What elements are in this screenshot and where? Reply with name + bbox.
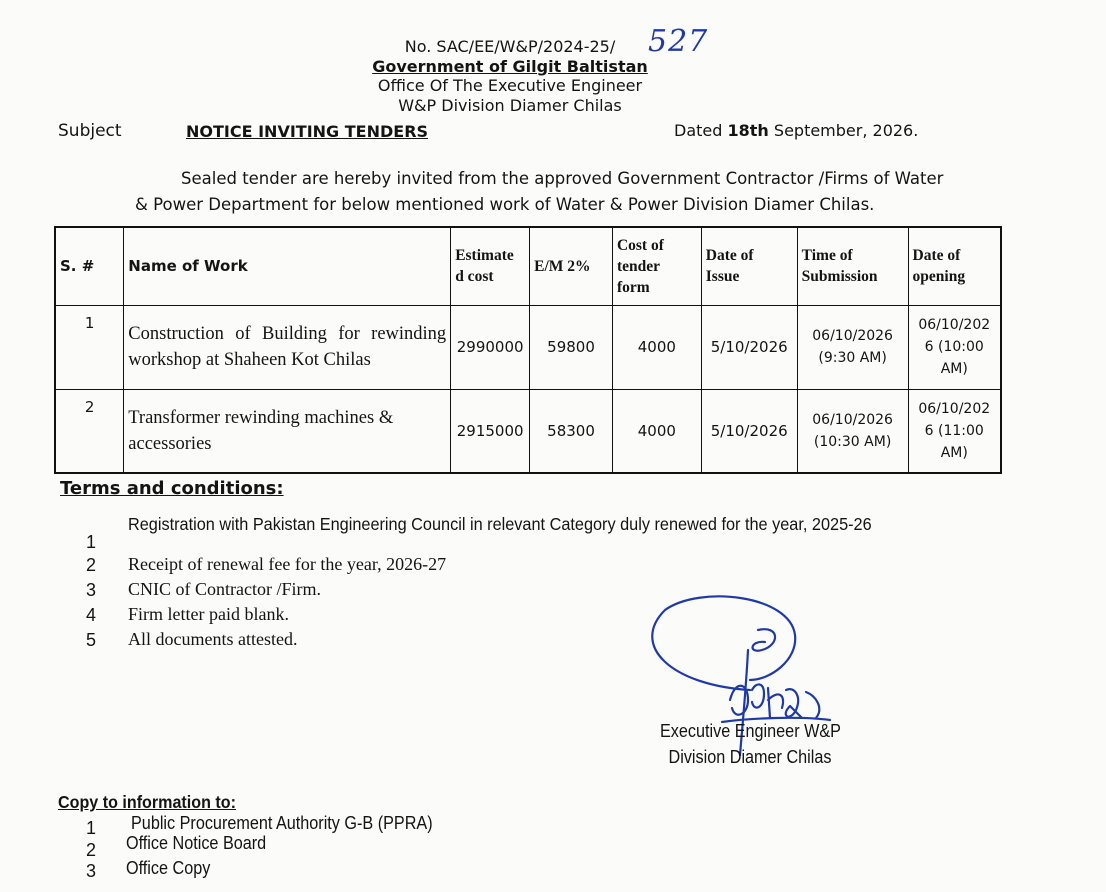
header-em-two-percent: E/M 2% bbox=[530, 227, 613, 305]
header-time-of-submission bbox=[797, 227, 908, 305]
terms-title: Terms and conditions: bbox=[60, 478, 284, 499]
header-submission-line-2: Submission bbox=[801, 268, 878, 286]
intro-line-2: & Power Department for below mentioned work of Water & Power Division Diamer Chilas. bbox=[135, 195, 875, 214]
row-date-of-opening bbox=[908, 389, 1001, 473]
header-estimated-cost bbox=[451, 227, 530, 305]
row-cost-of-tender-form: 4000 bbox=[612, 389, 701, 473]
row-em-two-percent: 58300 bbox=[530, 389, 613, 473]
row-submission-time: (10:30 AM) bbox=[813, 433, 892, 450]
subject-label: Subject bbox=[58, 121, 122, 141]
row-opening-line-1: 06/10/202 bbox=[918, 317, 991, 333]
handwritten-dispatch-number: 527 bbox=[648, 24, 709, 59]
row-name-of-work: Construction of Building for rewinding workshop at Shaheen Kot Chilas bbox=[124, 305, 451, 389]
office-name: Office Of The Executive Engineer bbox=[377, 76, 643, 95]
term-number: 2 bbox=[86, 555, 97, 575]
row-cost-of-tender-form: 4000 bbox=[612, 305, 701, 389]
row-em-two-percent: 59800 bbox=[530, 305, 613, 389]
signatory-line-2: Division Diamer Chilas bbox=[668, 747, 832, 767]
table-header-row bbox=[55, 227, 1001, 305]
tender-works-table bbox=[54, 226, 1002, 474]
header-name-of-work: Name of Work bbox=[124, 227, 451, 305]
division-name: W&P Division Diamer Chilas bbox=[398, 96, 622, 115]
row-name-of-work: Transformer rewinding machines & accessories bbox=[124, 389, 451, 473]
header-estimated-cost-line-1: Estimate bbox=[455, 247, 514, 265]
term-text: All documents attested. bbox=[128, 629, 298, 649]
term-text: Firm letter paid blank. bbox=[128, 604, 289, 624]
header-submission-line-1: Time of bbox=[801, 247, 853, 265]
header-estimated-cost-line-2: d cost bbox=[455, 268, 494, 286]
term-number: 4 bbox=[86, 605, 97, 625]
copy-number: 2 bbox=[86, 840, 97, 860]
copy-to-title: Copy to information to: bbox=[58, 792, 236, 812]
header-serial: S. # bbox=[55, 227, 124, 305]
government-name-text: Government of Gilgit Baltistan bbox=[372, 57, 648, 76]
copy-recipient: Public Procurement Authority G-B (PPRA) bbox=[131, 813, 433, 833]
table-row bbox=[55, 389, 1001, 473]
row-serial: 1 bbox=[55, 305, 124, 389]
copy-number: 1 bbox=[86, 818, 97, 838]
row-estimated-cost: 2990000 bbox=[451, 305, 530, 389]
reference-number bbox=[330, 37, 690, 57]
header-opening-line-2: opening bbox=[912, 268, 966, 286]
dated-day: 18th bbox=[727, 121, 769, 140]
row-serial: 2 bbox=[55, 389, 124, 473]
intro-line-1: Sealed tender are hereby invited from the approved Government Contractor /Firms of Water bbox=[181, 169, 944, 188]
term-number: 5 bbox=[86, 630, 97, 650]
row-time-of-submission bbox=[797, 305, 908, 389]
row-estimated-cost: 2915000 bbox=[451, 389, 530, 473]
term-number: 1 bbox=[86, 532, 97, 552]
reference-number-text: No. SAC/EE/W&P/2024-25/ bbox=[404, 37, 616, 56]
notice-title: NOTICE INVITING TENDERS bbox=[186, 122, 429, 141]
term-text: Registration with Pakistan Engineering Council in relevant Category duly renewed for the year, 2025-26 bbox=[128, 514, 872, 534]
header-cost-of-tender-form bbox=[612, 227, 701, 305]
dated-line bbox=[674, 121, 918, 140]
header-date-of-opening bbox=[908, 227, 1001, 305]
row-submission-date: 06/10/2026 bbox=[812, 411, 893, 428]
header-date-of-issue bbox=[701, 227, 797, 305]
header-issue-line-1: Date of bbox=[705, 247, 754, 265]
row-submission-time: (9:30 AM) bbox=[818, 350, 887, 366]
copy-recipient: Office Copy bbox=[126, 858, 211, 878]
row-opening-line-2: 6 (11:00 bbox=[924, 422, 984, 439]
row-date-of-opening bbox=[908, 305, 1001, 389]
header-cost-line-3: form bbox=[616, 278, 650, 296]
signatory-block bbox=[660, 718, 840, 770]
government-name bbox=[330, 57, 690, 77]
row-time-of-submission bbox=[797, 389, 908, 473]
copy-recipient: Office Notice Board bbox=[126, 833, 267, 853]
header-opening-line-1: Date of bbox=[912, 247, 961, 265]
dated-rest: September, 2026. bbox=[773, 121, 919, 140]
term-text: CNIC of Contractor /Firm. bbox=[128, 579, 321, 599]
header-cost-line-1: Cost of bbox=[616, 236, 664, 254]
row-opening-line-3: AM) bbox=[940, 444, 968, 461]
copy-number: 3 bbox=[86, 861, 97, 881]
row-submission-date: 06/10/2026 bbox=[812, 328, 893, 344]
row-date-of-issue: 5/10/2026 bbox=[701, 389, 797, 473]
row-opening-line-2: 6 (10:00 bbox=[924, 339, 984, 355]
term-number: 3 bbox=[86, 580, 97, 600]
dated-prefix: Dated bbox=[674, 121, 723, 140]
signatory-line-1: Executive Engineer W&P bbox=[660, 721, 841, 741]
table-row bbox=[55, 305, 1001, 389]
row-date-of-issue: 5/10/2026 bbox=[701, 305, 797, 389]
term-text: Receipt of renewal fee for the year, 2026-27 bbox=[128, 554, 447, 574]
header-cost-line-2: tender bbox=[616, 257, 660, 275]
row-opening-line-3: AM) bbox=[940, 361, 968, 377]
header-issue-line-2: Issue bbox=[705, 268, 740, 286]
row-opening-line-1: 06/10/202 bbox=[918, 400, 991, 417]
